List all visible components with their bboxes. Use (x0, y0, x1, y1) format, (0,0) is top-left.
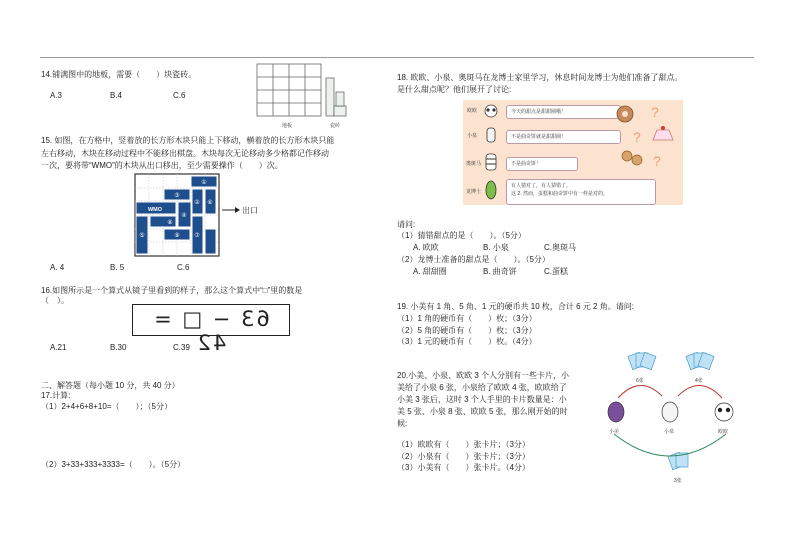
ouou-icon (715, 403, 733, 421)
q14-text: 14.铺满图中的地板，需要（ ）块瓷砖。 (41, 70, 197, 79)
q16-line-1: 16.如图所示是一个算式从镜子里看到的样子，那么这个算式中“□”里的数是 (41, 286, 303, 295)
arrow-xiaoquan-to-ouou (678, 385, 722, 398)
block-5-label: ⑤ (139, 233, 145, 239)
question-mark-icon-2: ? (633, 129, 641, 145)
q15-option-c[interactable]: C.6 (177, 263, 190, 272)
arrow-xiaomei-to-xiaoquan (618, 385, 662, 398)
bubble-longboshi-line-1: 有人猜对了，有人猜错了。 (511, 183, 572, 189)
xiaoquan-icon (662, 402, 678, 422)
question-mark-icon-3: ? (653, 153, 661, 169)
q14-option-a[interactable]: A.3 (50, 91, 63, 100)
q15-line-3: 一次，要将带“WMO”的木块从出口移出，至少需要操作（ ）次。 (41, 161, 283, 170)
block-4-label: ④ (181, 213, 187, 219)
q19-sub-3: （3）1 元的硬币有（ ）枚。（4分） (397, 337, 537, 346)
q18-sub-1-option-a[interactable]: A. 欧欧 (413, 243, 439, 252)
q18-line-1: 18. 欧欧、小泉、奥斑马在龙博士家里学习，休息时间龙博士为他们准备了甜点。 (397, 73, 683, 82)
q20-line-3: 小美 3 张后，这时 3 个人手里的卡片数量是：小 (397, 395, 567, 404)
q20-line-5: 候: (397, 419, 408, 428)
q20-sub-2: （2）小泉有（ ）张卡片；（3分） (397, 452, 530, 461)
q20-sub-1: （1）欧欧有（ ）张卡片；（3分） (397, 440, 530, 449)
q15-option-b[interactable]: B. 5 (110, 263, 125, 272)
floor-label: 地板 (282, 123, 293, 129)
arrow-label-3: 3张 (674, 478, 682, 484)
q15-option-a[interactable]: A. 4 (50, 263, 65, 272)
mirror-expression: 63 − □ = 42 (152, 307, 270, 355)
q18-sub-2-option-a[interactable]: A. 甜甜圈 (413, 267, 447, 276)
q20-line-1: 20.小美、小泉、欧欧 3 个人分别有一些卡片，小 (397, 371, 570, 380)
name-xiaoquan: 小泉 (664, 429, 675, 435)
q20-line-4: 美 5 张、小泉 8 张、欧欧 5 张，那么刚开始的时 (397, 407, 568, 416)
q18-sub-1-option-b[interactable]: B. 小泉 (483, 243, 509, 252)
q19-sub-2: （2）5 角的硬币有（ ）枚；（3分） (397, 326, 537, 335)
bubble-xiaoquan: 不是曲奇饼就是甜甜圈！ (506, 130, 621, 144)
bubble-longboshi (506, 179, 656, 205)
q16-option-a[interactable]: A.21 (50, 343, 67, 352)
q18-sub-2: （2）龙博士准备的甜点是（ ）。（5分） (397, 255, 550, 264)
zebra-icon (486, 154, 496, 170)
speaker-longboshi: 龙博士 (466, 189, 482, 195)
arrow-label-6: 6张 (636, 378, 644, 384)
block-9-label: ⑨ (174, 233, 180, 239)
q20-sub-3: （3）小美有（ ）张卡片。（4分） (397, 463, 530, 472)
header-rule (40, 57, 754, 58)
q15-line-2: 左右移动，木块在移动过程中不能移出棋盘。木块每次无论移动多少格都记作移动 (41, 149, 329, 158)
bubble-ouou: 今天的甜点是甜甜圈哦！ (506, 105, 621, 119)
q18-ask: 请问: (397, 220, 416, 229)
block-1-label: ① (201, 180, 207, 186)
q20-card-exchange-diagram (600, 350, 750, 490)
q15-line-1: 15. 如图，在方格中，竖着放的长方形木块只能上下移动，横着放的长方形木块只能 (41, 136, 335, 145)
speaker-aobanma: 奥斑马 (466, 161, 482, 167)
q17-part-1: （1）2+4+6+8+10=（ ）；（5分） (41, 402, 172, 411)
name-ouou: 欧欧 (718, 429, 729, 435)
q17-part-2: （2）3+33+333+3333=（ ）。（5分） (41, 460, 186, 469)
q18-sub-2-option-b[interactable]: B. 曲奇饼 (483, 267, 517, 276)
q16-option-c[interactable]: C.39 (173, 343, 190, 352)
dessert-illustrations (613, 100, 681, 180)
speaker-ouou: 欧欧 (467, 108, 478, 114)
q17-title: 17.计算: (41, 391, 71, 400)
q14-floor-tile-figure (250, 62, 360, 132)
q19-line-1: 19. 小美有 1 角、5 角、1 元的硬币共 10 枚，合计 6 元 2 角。请问: (397, 302, 634, 311)
speaker-xiaoquan: 小泉 (467, 133, 478, 139)
q14-option-c[interactable]: C.6 (173, 91, 186, 100)
cake-icon (653, 130, 673, 140)
q18-discussion-panel (463, 100, 683, 205)
bubble-aobanma: 不是曲奇饼！ (506, 157, 578, 171)
q18-sub-1: （1）猜错甜点的是（ ）。（5分） (397, 231, 526, 240)
q18-sub-2-option-c[interactable]: C.蛋糕 (544, 267, 568, 276)
q18-sub-1-option-c[interactable]: C.奥斑马 (544, 243, 576, 252)
tile-label: 瓷砖 (330, 123, 341, 129)
bubble-longboshi-line-2: 这 2. 然而，蛋糕和曲奇饼中有一样是对的。 (511, 191, 608, 197)
block-6-label: ⑥ (207, 200, 213, 206)
section-2-heading: 二、解答题（每小题 10 分，共 40 分） (41, 381, 180, 390)
block-8-label: ⑧ (167, 220, 173, 226)
wmo-block-label: WMO (147, 207, 163, 213)
q16-line-2: （ ）。 (41, 296, 69, 305)
block-7-label: ⑦ (194, 233, 200, 239)
arrow-ouou-to-xiaomei (614, 434, 726, 456)
goat-icon (487, 128, 495, 142)
exit-label: 出口 (242, 206, 258, 215)
q19-sub-1: （1）1 角的硬币有（ ）枚；（3分） (397, 314, 537, 323)
name-xiaomei: 小美 (609, 429, 620, 435)
exit-arrowhead (235, 207, 240, 213)
cookie-icon (622, 151, 632, 161)
arrow-label-4: 4张 (695, 378, 703, 384)
q15-sliding-puzzle (134, 172, 264, 258)
q18-line-2: 是什么甜点呢？他们展开了讨论: (397, 85, 512, 94)
character-icons (481, 102, 501, 202)
q16-option-b[interactable]: B.30 (110, 343, 127, 352)
xiaomei-icon (608, 402, 624, 422)
block-2-label: ② (194, 200, 200, 206)
q14-option-b[interactable]: B.4 (110, 91, 123, 100)
q20-line-2: 美给了小泉 6 张，小泉给了欧欧 4 张，欧欧给了 (397, 383, 567, 392)
block-3-label: ③ (174, 193, 180, 199)
dragon-icon (486, 181, 496, 199)
question-mark-icon: ? (651, 104, 659, 120)
